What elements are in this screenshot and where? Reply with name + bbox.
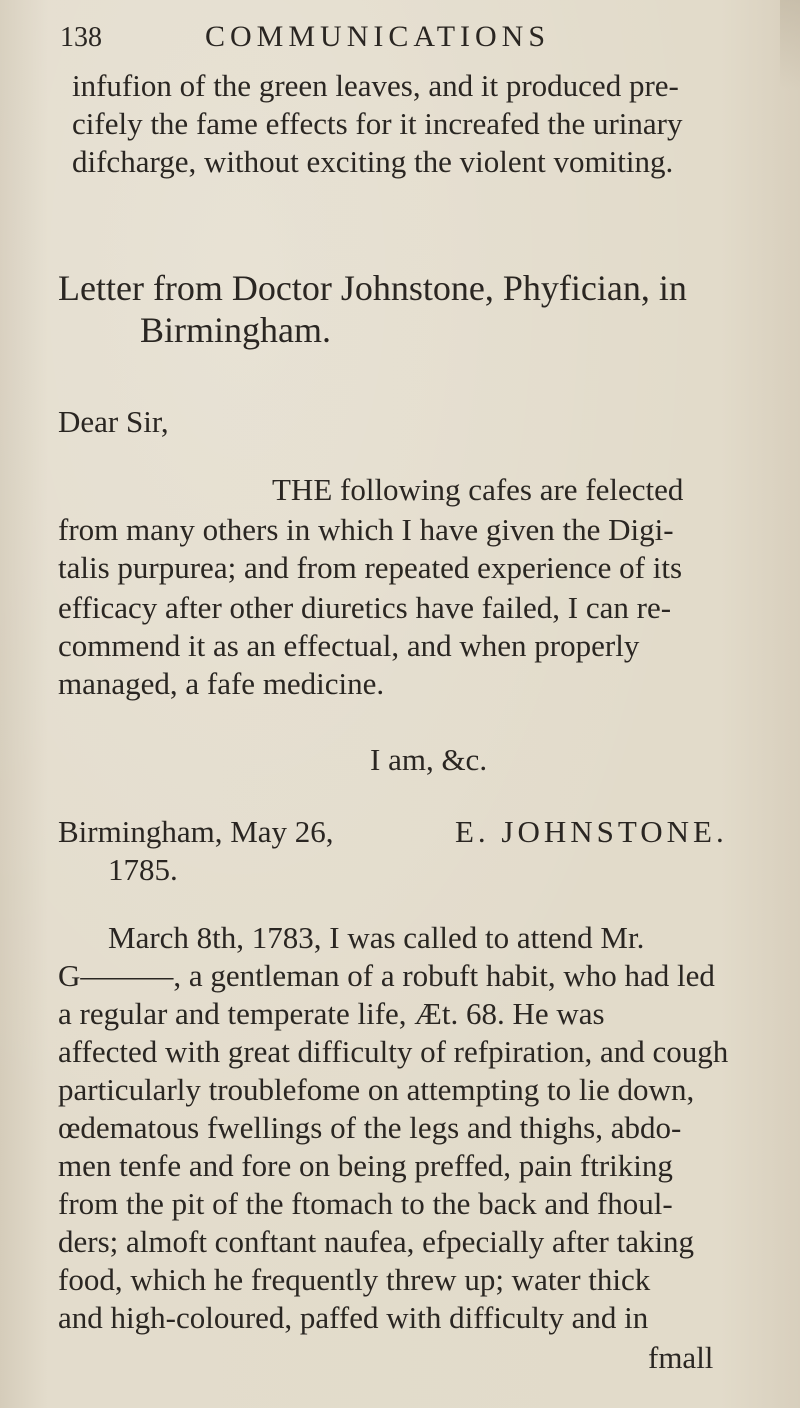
text-line: food, which he frequently threw up; water thick (58, 1262, 651, 1297)
text-line: THE following cafes are felected (272, 472, 684, 507)
text-line: March 8th, 1783, I was called to attend Mr. (108, 920, 645, 955)
page-edge-shadow (780, 0, 800, 90)
text-line: and high-coloured, paffed with difficulty and in (58, 1300, 649, 1335)
salutation: Dear Sir, (58, 404, 169, 439)
closing: I am, &c. (370, 742, 488, 777)
place-date: Birmingham, May 26, (58, 814, 334, 849)
text-line: men tenfe and fore on being preffed, pain ftriking (58, 1148, 673, 1183)
text-line: a regular and temperate life, Æt. 68. He was (58, 996, 605, 1031)
text-line: G———, a gentleman of a robuft habit, who had led (58, 958, 715, 993)
text-line: affected with great difficulty of refpiration, and cough (58, 1034, 729, 1069)
text-line: from many others in which I have given the Digi- (58, 512, 674, 547)
text-line: ders; almoft conftant naufea, efpecially after taking (58, 1224, 695, 1259)
letter-heading: Letter from Doctor Johnstone, Phyfician, in (58, 268, 687, 308)
text-line: commend it as an effectual, and when properly (58, 628, 640, 663)
catchword: fmall (648, 1340, 714, 1375)
text-line: œdematous fwellings of the legs and thighs, abdo- (58, 1110, 682, 1145)
text-line: particularly troublefome on attempting to lie down, (58, 1072, 695, 1107)
text-line: infufion of the green leaves, and it produced pre- (72, 68, 679, 103)
text-line: efficacy after other diuretics have failed, I can re- (58, 590, 672, 625)
text-line: difcharge, without exciting the violent vomiting. (72, 144, 674, 179)
running-title: COMMUNICATIONS (205, 20, 551, 53)
text-line: managed, a fafe medicine. (58, 666, 385, 701)
page-number: 138 (60, 22, 102, 53)
letter-heading-place: Birmingham. (140, 310, 331, 350)
year: 1785. (108, 852, 178, 887)
text-line: talis purpurea; and from repeated experience of its (58, 550, 683, 585)
text-line: cifely the fame effects for it increafed the urinary (72, 106, 683, 141)
text-line: from the pit of the ftomach to the back and fhoul- (58, 1186, 673, 1221)
signature: E. JOHNSTONE. (455, 814, 728, 849)
